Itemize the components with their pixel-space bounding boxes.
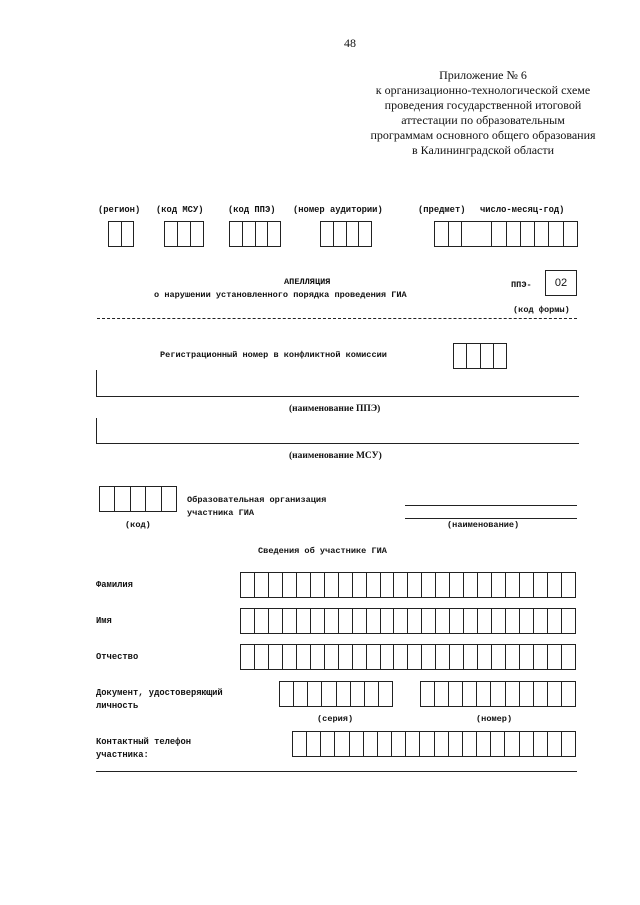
first-name-label: Имя (96, 616, 112, 626)
msu-name-caption: (наименование МСУ) (289, 451, 382, 461)
subject-label: (предмет) (418, 205, 466, 215)
ppe-code-cells[interactable] (229, 221, 281, 247)
document-label-line2: личность (96, 701, 139, 711)
phone-cells[interactable] (292, 731, 576, 757)
cut-line (97, 318, 577, 319)
series-caption: (серия) (317, 714, 354, 724)
first-name-cells[interactable] (240, 608, 576, 634)
surname-cells[interactable] (240, 572, 576, 598)
document-label-line1: Документ, удостоверяющий (96, 688, 223, 698)
registration-cells[interactable] (453, 343, 507, 369)
date-label: число-месяц-год) (480, 205, 565, 215)
document-number-cells[interactable] (420, 681, 576, 707)
org-name-line[interactable] (405, 505, 577, 506)
appendix-title: Приложение № 6 (439, 68, 527, 82)
org-name-line[interactable] (405, 518, 577, 519)
org-code-caption: (код) (125, 520, 151, 530)
ppe-name-field[interactable] (96, 370, 579, 397)
number-caption: (номер) (476, 714, 513, 724)
appendix-line: проведения государственной итоговой (384, 98, 582, 112)
msu-name-field[interactable] (96, 418, 579, 444)
phone-label-line2: участника: (96, 750, 149, 760)
form-code-prefix: ППЭ- (511, 280, 532, 290)
form-code-caption: (код формы) (513, 305, 570, 315)
document-series-cells[interactable] (279, 681, 393, 707)
participant-heading: Сведения об участнике ГИА (258, 546, 387, 556)
appendix-line: программам основного общего образования (370, 128, 596, 142)
phone-label-line1: Контактный телефон (96, 737, 192, 747)
org-code-cells[interactable] (99, 486, 177, 512)
ppe-name-caption: (наименование ППЭ) (289, 404, 381, 414)
org-name-caption: (наименование) (447, 520, 520, 530)
patronymic-label: Отчество (96, 652, 139, 662)
form-code-box: 02 (545, 270, 577, 296)
bottom-rule (96, 771, 577, 772)
auditorium-cells[interactable] (320, 221, 372, 247)
surname-label: Фамилия (96, 580, 133, 590)
org-label-line2: участника ГИА (187, 508, 255, 518)
registration-label: Регистрационный номер в конфликтной комиссии (160, 350, 387, 360)
page-number: 48 (344, 36, 356, 50)
patronymic-cells[interactable] (240, 644, 576, 670)
region-label: (регион) (98, 205, 141, 215)
appendix-header (340, 68, 626, 158)
auditorium-label: (номер аудитории) (293, 205, 383, 215)
date-cells[interactable] (462, 221, 578, 247)
appendix-line: аттестации по образовательным (401, 113, 565, 127)
ppe-code-label: (код ППЭ) (228, 205, 276, 215)
appeal-title: АПЕЛЛЯЦИЯ (284, 277, 331, 287)
region-cells[interactable] (108, 221, 134, 247)
appendix-line: к организационно-технологической схеме (375, 83, 591, 97)
org-label-line1: Образовательная организация (187, 495, 327, 505)
msu-code-cells[interactable] (164, 221, 204, 247)
appeal-subtitle: о нарушении установленного порядка проведения ГИА (154, 290, 407, 300)
appendix-line: в Калининградской области (411, 143, 555, 157)
msu-code-label: (код МСУ) (156, 205, 204, 215)
subject-cells[interactable] (434, 221, 462, 247)
